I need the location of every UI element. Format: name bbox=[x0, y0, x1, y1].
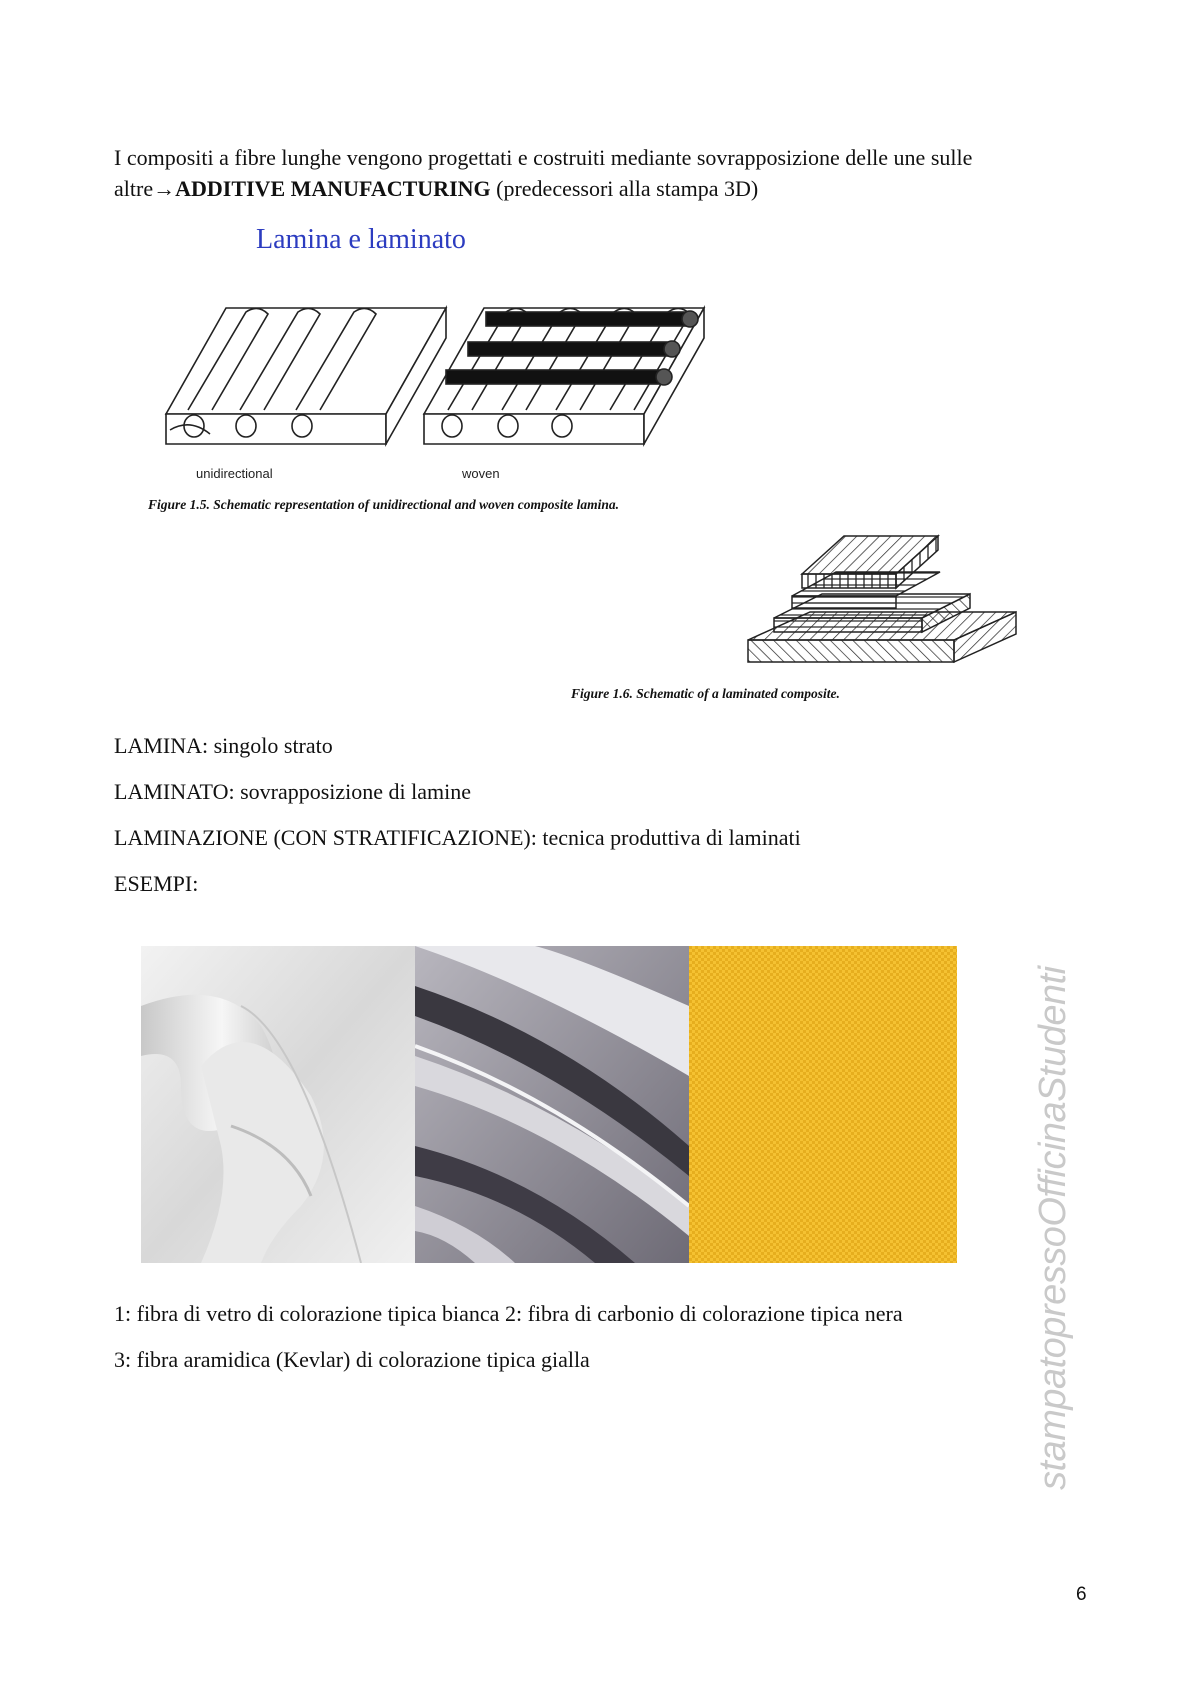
intro-paragraph bbox=[114, 142, 1074, 204]
lamina-diagram bbox=[150, 298, 720, 458]
footnote-line-1: 1: fibra di vetro di colorazione tipica bianca 2: fibra di carbonio di colorazione tipica nera bbox=[114, 1301, 903, 1326]
definition-laminato: LAMINATO: sovrapposizione di lamine bbox=[114, 779, 472, 804]
aramid-fiber-photo bbox=[689, 946, 957, 1263]
laminated-composite-diagram bbox=[740, 528, 1020, 670]
carbon-fiber-photo bbox=[415, 946, 689, 1263]
footnote-line-2: 3: fibra aramidica (Kevlar) di colorazione tipica gialla bbox=[114, 1347, 590, 1372]
unidirectional-lamina-drawing bbox=[166, 308, 446, 444]
figure-1-5-caption: Figure 1.5. Schematic representation of unidirectional and woven composite lamina. bbox=[148, 497, 620, 512]
intro-bold: ADDITIVE MANUFACTURING bbox=[175, 176, 491, 201]
watermark: stampatopressoOfficinaStudenti bbox=[1032, 966, 1074, 1490]
page-number: 6 bbox=[1076, 1584, 1087, 1605]
definition-lamina: LAMINA: singolo strato bbox=[114, 733, 333, 758]
definition-laminazione: LAMINAZIONE (CON STRATIFICAZIONE): tecnica produttiva di laminati bbox=[114, 825, 801, 850]
woven-lamina-drawing bbox=[424, 308, 704, 444]
intro-suffix: (predecessori alla stampa 3D) bbox=[490, 176, 759, 201]
figure-title: Lamina e laminato bbox=[256, 224, 466, 255]
intro-prefix: altre→ bbox=[114, 176, 176, 201]
glass-fiber-photo bbox=[141, 946, 415, 1263]
intro-line-1: I compositi a fibre lunghe vengono progettati e costruiti mediante sovrapposizione delle une sulle bbox=[114, 145, 973, 170]
fiber-photos bbox=[141, 946, 957, 1263]
examples-heading: ESEMPI: bbox=[114, 871, 199, 896]
intro-line-2 bbox=[114, 173, 1074, 204]
label-unidirectional: unidirectional bbox=[196, 466, 273, 481]
label-woven: woven bbox=[462, 466, 500, 481]
figure-1-6-caption: Figure 1.6. Schematic of a laminated composite. bbox=[571, 686, 840, 701]
